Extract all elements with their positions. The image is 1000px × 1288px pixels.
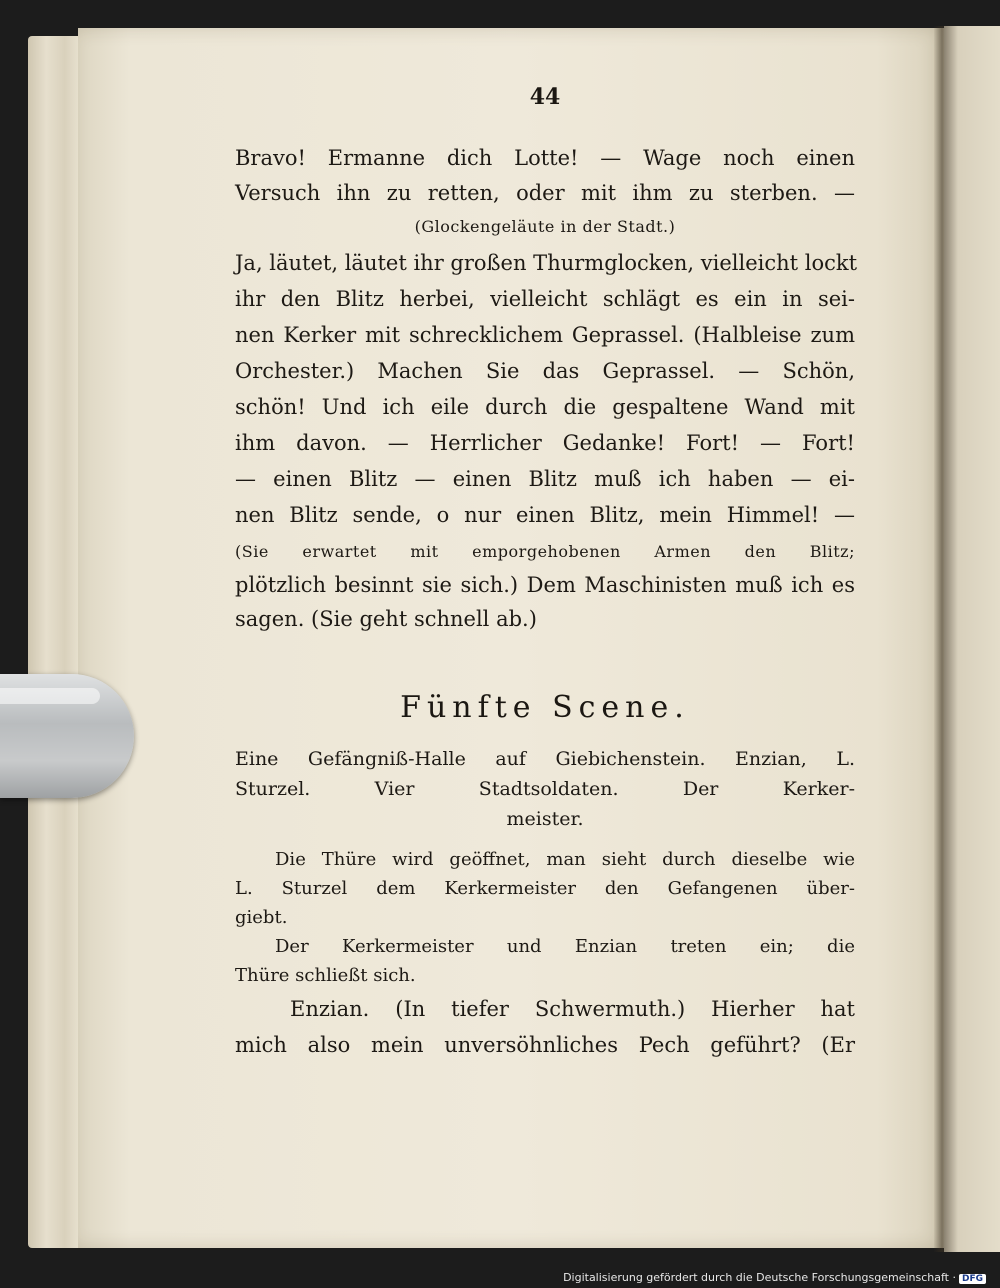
stage-direction: Der Kerkermeister und Enzian treten ein; die [275,936,855,957]
scene-line: Sturzel. Vier Stadtsoldaten. Der Kerker- [235,778,855,800]
text-line: Enzian. (In tiefer Schwermuth.) Hierher hat [290,997,855,1021]
stage-direction: (Glockengeläute in der Stadt.) [414,217,676,236]
stage-direction: L. Sturzel dem Kerkermeister den Gefangenen über- [235,878,855,899]
page-number: 44 [529,84,561,110]
digitization-credit [563,1271,986,1284]
text-line: ihr den Blitz herbei, vielleicht schlägt es ein in sei- [235,287,855,311]
text-line: Orchester.) Machen Sie das Geprassel. — Schön, [235,359,855,383]
scene-line: Eine Gefängniß-Halle auf Giebichenstein. Enzian, L. [235,748,855,770]
scene-line: meister. [506,808,584,830]
text-line: plötzlich besinnt sie sich.) Dem Maschinisten muß ich es [235,573,855,597]
text-line: Versuch ihn zu retten, oder mit ihm zu sterben. — [235,181,855,205]
text-line: — einen Blitz — einen Blitz muß ich haben — ei- [235,467,855,491]
stage-direction: (Sie erwartet mit emporgehobenen Armen den Blitz; [235,542,855,561]
book-page [78,28,946,1248]
page-clip-highlight [0,688,100,704]
text-line: Bravo! Ermanne dich Lotte! — Wage noch einen [235,146,855,170]
text-line: nen Kerker mit schrecklichem Geprassel. (Halbleise zum [235,323,855,347]
text-line: schön! Und ich eile durch die gespaltene Wand mit [235,395,855,419]
stage-direction: giebt. [235,907,288,928]
text-line: Ja, läutet, läutet ihr großen Thurmglocken, vielleicht lockt [235,251,858,275]
digitization-credit-text: Digitalisierung gefördert durch die Deutsche Forschungsgemeinschaft · [563,1271,956,1284]
stage-direction: Die Thüre wird geöffnet, man sieht durch dieselbe wie [275,849,855,870]
next-page-edge [944,26,1000,1252]
text-line: sagen. (Sie geht schnell ab.) [235,607,537,631]
stage-direction: Thüre schließt sich. [235,965,416,986]
text-line: mich also mein unversöhnliches Pech geführt? (Er [235,1033,855,1057]
text-line: ihm davon. — Herrlicher Gedanke! Fort! — Fort! [235,431,855,455]
scene-heading: Fünfte Scene. [400,690,690,725]
dfg-logo: DFG [959,1274,986,1284]
text-line: nen Blitz sende, o nur einen Blitz, mein Himmel! — [235,503,855,527]
